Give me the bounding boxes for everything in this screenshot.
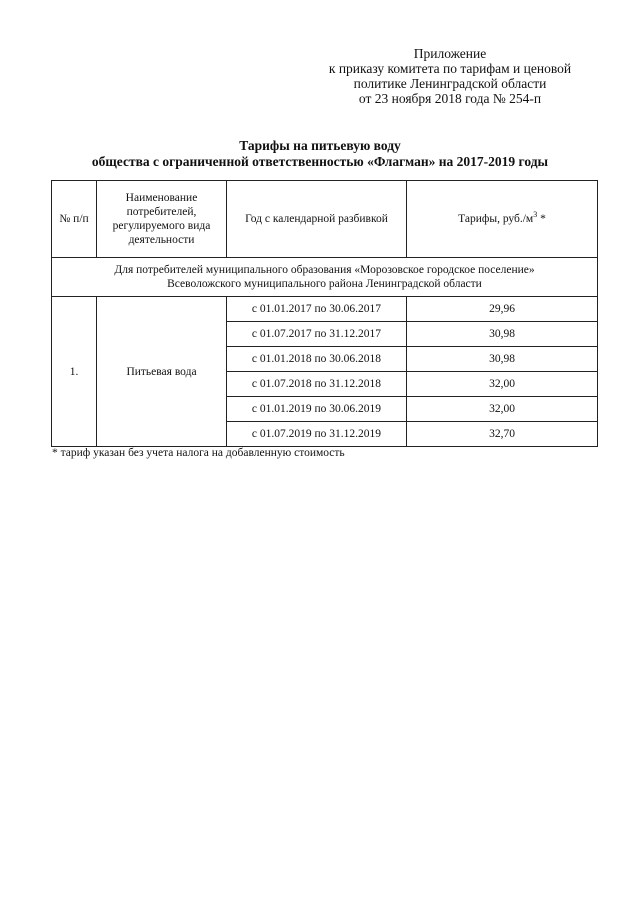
- period-cell: с 01.07.2017 по 31.12.2017: [227, 322, 407, 347]
- header-consumers-line: регулируемого вида: [112, 220, 211, 232]
- appendix-block: [300, 46, 600, 106]
- header-tariff-text: Тарифы, руб./м: [458, 213, 534, 225]
- tariff-cell: 32,00: [407, 372, 598, 397]
- period-cell: с 01.01.2017 по 30.06.2017: [227, 297, 407, 322]
- appendix-line-2: к приказу комитета по тарифам и ценовой: [328, 61, 572, 76]
- appendix-line-3: политике Ленинградской области: [353, 76, 547, 91]
- period-cell: с 01.07.2019 по 31.12.2019: [227, 422, 407, 447]
- item-name: Питьевая вода: [97, 297, 227, 447]
- table-header-row: [52, 181, 598, 258]
- item-number: 1.: [52, 297, 97, 447]
- header-consumers-line: деятельности: [128, 234, 195, 246]
- header-consumers-line: потребителей,: [126, 206, 197, 218]
- header-number: № п/п: [52, 181, 97, 258]
- header-tariff-mark: *: [537, 213, 546, 225]
- tariff-cell: 29,96: [407, 297, 598, 322]
- header-tariff-superscript: 3: [533, 210, 538, 220]
- consumer-group-row: [52, 258, 598, 297]
- consumer-group-line: Всеволожского муниципального района Ленинградской области: [167, 278, 482, 290]
- tariff-cell: 32,70: [407, 422, 598, 447]
- header-tariff: [407, 181, 598, 258]
- header-consumers-line: Наименование: [125, 192, 198, 204]
- header-period: Год с календарной разбивкой: [227, 181, 407, 258]
- tariff-table: [51, 180, 598, 447]
- footnote: * тариф указан без учета налога на добавленную стоимость: [52, 447, 345, 459]
- title-line-1: Тарифы на питьевую воду: [239, 138, 401, 153]
- title-line-2: общества с ограниченной ответственностью «Флагман» на 2017-2019 годы: [91, 154, 549, 169]
- period-cell: с 01.07.2018 по 31.12.2018: [227, 372, 407, 397]
- tariff-cell: 30,98: [407, 322, 598, 347]
- consumer-group-line: Для потребителей муниципального образования «Морозовское городское поселение»: [114, 264, 535, 276]
- document-title: [0, 138, 640, 170]
- appendix-line-1: Приложение: [413, 46, 487, 61]
- header-consumers: [97, 181, 227, 258]
- consumer-group-cell: [52, 258, 598, 297]
- tariff-cell: 32,00: [407, 397, 598, 422]
- appendix-line-4: от 23 ноября 2018 года № 254-п: [358, 91, 542, 106]
- period-cell: с 01.01.2019 по 30.06.2019: [227, 397, 407, 422]
- period-cell: с 01.01.2018 по 30.06.2018: [227, 347, 407, 372]
- tariff-cell: 30,98: [407, 347, 598, 372]
- table-row: [52, 297, 598, 322]
